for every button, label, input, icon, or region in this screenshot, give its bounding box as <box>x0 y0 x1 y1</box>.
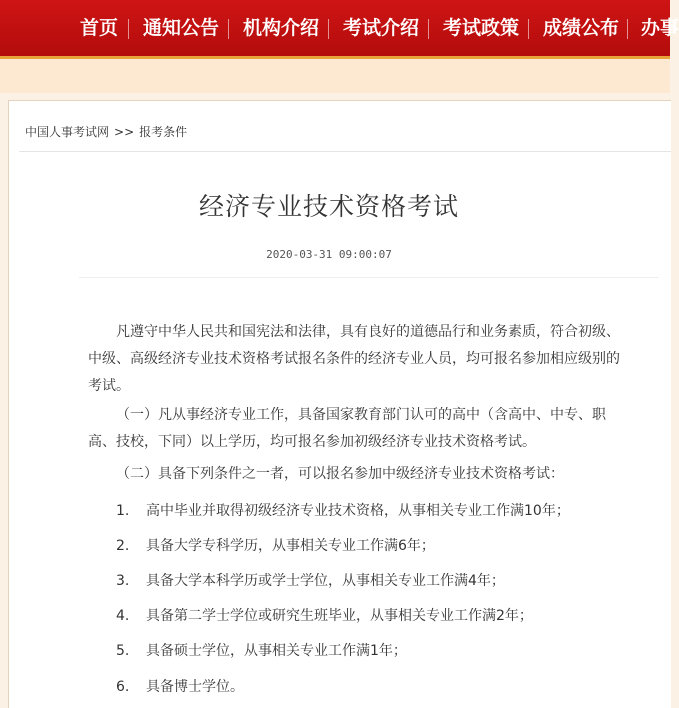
list-item-text: 高中毕业并取得初级经济专业技术资格，从事相关专业工作满10年； <box>146 503 570 519</box>
nav-item-notices[interactable]: 通知公告 <box>143 17 220 39</box>
breadcrumb-current-link[interactable]: 报考条件 <box>139 125 188 139</box>
article-title: 经济专业技术资格考试 <box>198 192 459 221</box>
list-item <box>116 677 636 697</box>
list-item-text: 具备大学专科学历，从事相关专业工作满6年； <box>146 538 435 554</box>
nav-divider <box>328 19 329 39</box>
nav-item-services[interactable]: 办事 <box>641 17 679 39</box>
article-intro-paragraph: 凡遵守中华人民共和国宪法和法律，具有良好的道德品行和业务素质，符合初级、中级、高级经济专业技术资格考试报名条件的经济专业人员，均可报名参加相应级别的考试。 <box>88 324 620 394</box>
article-clause-2: （二）具备下列条件之一者，可以报名参加中级经济专业技术资格考试： <box>116 466 564 482</box>
nav-item-scores[interactable]: 成绩公布 <box>543 17 620 39</box>
list-item-text: 具备第二学士学位或研究生班毕业，从事相关专业工作满2年； <box>146 608 533 624</box>
list-item-number: 6. <box>116 679 130 695</box>
list-item-text: 具备硕士学位，从事相关专业工作满1年； <box>146 643 407 659</box>
title-divider <box>79 277 659 278</box>
list-item <box>116 536 636 556</box>
breadcrumb-home-link[interactable]: 中国人事考试网 <box>25 125 110 139</box>
list-item-number: 2. <box>116 538 130 554</box>
article-clause-1: （一）凡从事经济专业工作，具备国家教育部门认可的高中（含高中、中专、职高、技校，下同）以上学历，均可报名参加初级经济专业技术资格考试。 <box>88 407 606 450</box>
list-item-number: 5. <box>116 643 130 659</box>
list-item <box>116 571 636 591</box>
list-item-number: 4. <box>116 608 130 624</box>
list-item-text: 具备博士学位。 <box>146 679 244 695</box>
list-item-text: 具备大学本科学历或学士学位，从事相关专业工作满4年； <box>146 573 505 589</box>
top-navigation-bar <box>0 0 679 59</box>
nav-divider <box>428 19 429 39</box>
nav-divider <box>128 19 129 39</box>
list-item <box>116 606 636 626</box>
nav-item-home[interactable]: 首页 <box>80 17 119 39</box>
list-item-number: 1. <box>116 503 130 519</box>
list-item-number: 3. <box>116 573 130 589</box>
breadcrumb <box>25 123 187 140</box>
nav-divider <box>228 19 229 39</box>
breadcrumb-separator: >> <box>114 125 135 139</box>
banner-strip <box>0 59 670 93</box>
nav-divider <box>528 19 529 39</box>
nav-item-institution[interactable]: 机构介绍 <box>243 17 320 39</box>
nav-item-exam-policy[interactable]: 考试政策 <box>443 17 520 39</box>
nav-item-exam-intro[interactable]: 考试介绍 <box>343 17 420 39</box>
nav-divider <box>627 19 628 39</box>
list-item <box>116 501 636 521</box>
article-date: 2020-03-31 09:00:07 <box>266 248 392 261</box>
list-item <box>116 641 636 661</box>
article-panel <box>8 100 671 708</box>
breadcrumb-divider <box>19 151 671 152</box>
